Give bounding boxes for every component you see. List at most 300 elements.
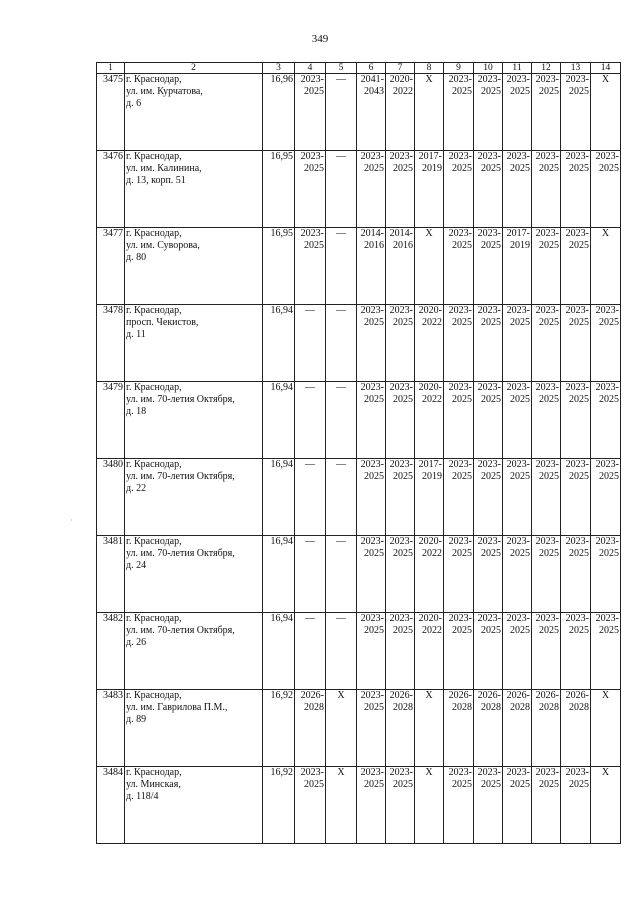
column-number-row: [97, 63, 621, 74]
address-line: д. 80: [126, 252, 147, 263]
period-text: 2025: [539, 625, 559, 636]
period-text: 2023-: [477, 459, 501, 470]
column-number: 7: [386, 63, 415, 74]
period-text: 2025: [304, 779, 324, 790]
period-text: 2023-: [448, 767, 472, 778]
period-text: 2025: [599, 471, 619, 482]
address-cell: [125, 536, 263, 613]
period-text: 2023-: [448, 536, 472, 547]
period-text: 2025: [393, 548, 413, 559]
column-number: 11: [503, 63, 532, 74]
period-text: 2025: [569, 779, 589, 790]
period-text: 2023-: [300, 228, 324, 239]
period-cell: [444, 767, 474, 844]
period-cell: [386, 151, 415, 228]
period-cell: [591, 228, 621, 305]
column-number: 13: [561, 63, 591, 74]
period-cell: [444, 151, 474, 228]
period-text: 2025: [539, 779, 559, 790]
period-text: 2023-: [506, 74, 530, 85]
row-number: 3484: [97, 767, 125, 844]
period-cell: [444, 536, 474, 613]
period-text: 2023-: [506, 459, 530, 470]
period-text: 2023-: [389, 151, 413, 162]
period-text: 2023-: [360, 613, 384, 624]
period-text: 2019: [422, 471, 442, 482]
period-text: 2023-: [535, 151, 559, 162]
period-text: 2025: [364, 394, 384, 405]
period-cell: [444, 690, 474, 767]
period-text: 2026-: [477, 690, 501, 701]
period-cell: [561, 305, 591, 382]
period-cell: [415, 690, 444, 767]
table-row: [97, 767, 621, 844]
period-cell: [444, 305, 474, 382]
address-line: г. Краснодар,: [126, 228, 182, 239]
period-text: 2025: [481, 471, 501, 482]
period-text: 2023-: [535, 305, 559, 316]
column-number: 3: [263, 63, 295, 74]
address-line: ул. им. 70-летия Октября,: [126, 625, 235, 636]
period-text: 2025: [599, 394, 619, 405]
period-cell: [386, 74, 415, 151]
area-value: 16,92: [263, 767, 295, 844]
address-cell: [125, 228, 263, 305]
period-text: 2025: [539, 394, 559, 405]
column-number: 12: [532, 63, 561, 74]
period-cell: [386, 536, 415, 613]
period-cell: [474, 690, 503, 767]
period-text: 2025: [364, 317, 384, 328]
period-cell: [415, 536, 444, 613]
period-text: 2023-: [477, 382, 501, 393]
period-cell: [503, 459, 532, 536]
period-cell: [386, 305, 415, 382]
period-cell: [415, 305, 444, 382]
period-text: 2025: [599, 548, 619, 559]
period-cell: [474, 767, 503, 844]
address-line: д. 24: [126, 560, 147, 571]
period-text: 2023-: [565, 382, 589, 393]
row-number: 3478: [97, 305, 125, 382]
address-line: г. Краснодар,: [126, 151, 182, 162]
period-text: 2043: [364, 86, 384, 97]
period-text: 2023-: [595, 305, 619, 316]
period-cell: [591, 690, 621, 767]
period-text: 2025: [393, 625, 413, 636]
period-text: 2017-: [418, 151, 442, 162]
period-cell: [532, 74, 561, 151]
period-text: 2025: [393, 471, 413, 482]
period-text: X: [601, 74, 610, 85]
period-cell: [474, 536, 503, 613]
period-text: 2025: [304, 240, 324, 251]
period-cell: [295, 74, 326, 151]
period-cell: [295, 228, 326, 305]
period-cell: [357, 74, 386, 151]
period-text: 2023-: [477, 767, 501, 778]
column-number: 5: [326, 63, 357, 74]
period-cell: [415, 382, 444, 459]
page-number: 349: [311, 33, 329, 45]
row-number: 3479: [97, 382, 125, 459]
period-text: 2025: [364, 471, 384, 482]
period-text: 2023-: [565, 459, 589, 470]
period-text: 2023-: [300, 151, 324, 162]
period-cell: [474, 151, 503, 228]
period-text: 2020-: [389, 74, 413, 85]
table-row: [97, 228, 621, 305]
period-text: 2023-: [506, 536, 530, 547]
period-cell: [503, 305, 532, 382]
period-text: 2023-: [535, 613, 559, 624]
period-text: 2023-: [360, 767, 384, 778]
period-text: 2025: [510, 163, 530, 174]
period-text: 2025: [393, 779, 413, 790]
table-row: [97, 305, 621, 382]
period-text: 2023-: [535, 74, 559, 85]
period-text: 2023-: [477, 228, 501, 239]
period-text: 2023-: [360, 459, 384, 470]
column-number: 1: [97, 63, 125, 74]
period-text: X: [425, 228, 433, 239]
row-number: 3475: [97, 74, 125, 151]
period-cell: [561, 228, 591, 305]
address-line: г. Краснодар,: [126, 74, 182, 85]
period-cell: [532, 459, 561, 536]
column-number: 4: [295, 63, 326, 74]
period-text: 2028: [510, 702, 530, 713]
period-text: 2023-: [448, 74, 472, 85]
period-text: 2028: [481, 702, 501, 713]
address-line: д. 22: [126, 483, 147, 494]
table-row: [97, 74, 621, 151]
period-cell: [326, 613, 357, 690]
period-text: 2022: [393, 86, 413, 97]
period-cell: [503, 536, 532, 613]
period-text: 2025: [539, 86, 559, 97]
period-text: 2023-: [477, 74, 501, 85]
period-text: 2025: [393, 163, 413, 174]
period-cell: [415, 151, 444, 228]
column-number: 9: [444, 63, 474, 74]
period-text: 2023-: [389, 382, 413, 393]
period-text: 2023-: [565, 767, 589, 778]
row-number: 3480: [97, 459, 125, 536]
period-cell: [357, 690, 386, 767]
table-row: [97, 536, 621, 613]
period-text: 2023-: [565, 228, 589, 239]
period-cell: [591, 767, 621, 844]
period-text: 2025: [599, 625, 619, 636]
period-text: —: [336, 613, 346, 624]
period-cell: [561, 74, 591, 151]
period-text: 2023-: [477, 305, 501, 316]
period-text: 2023-: [389, 536, 413, 547]
period-cell: [386, 382, 415, 459]
period-text: 2025: [452, 317, 472, 328]
period-text: 2022: [422, 317, 442, 328]
period-text: 2025: [569, 86, 589, 97]
period-text: X: [337, 767, 345, 778]
period-cell: [326, 767, 357, 844]
period-cell: [532, 690, 561, 767]
period-text: 2025: [481, 548, 501, 559]
period-text: 2026-: [506, 690, 530, 701]
period-text: 2025: [481, 240, 501, 251]
period-cell: [444, 613, 474, 690]
period-text: X: [425, 767, 433, 778]
period-text: 2023-: [360, 151, 384, 162]
period-cell: [474, 382, 503, 459]
period-cell: [357, 613, 386, 690]
period-cell: [295, 536, 326, 613]
period-text: 2023-: [595, 613, 619, 624]
period-cell: [295, 305, 326, 382]
area-value: 16,94: [263, 536, 295, 613]
address-line: г. Краснодар,: [126, 382, 182, 393]
address-cell: [125, 613, 263, 690]
period-cell: [532, 228, 561, 305]
period-cell: [326, 690, 357, 767]
period-cell: [474, 305, 503, 382]
period-text: 2023-: [389, 459, 413, 470]
period-text: 2025: [569, 394, 589, 405]
address-line: г. Краснодар,: [126, 536, 182, 547]
area-value: 16,94: [263, 382, 295, 459]
row-number: 3482: [97, 613, 125, 690]
period-text: 2025: [452, 779, 472, 790]
period-text: 2026-: [300, 690, 324, 701]
period-text: 2025: [569, 471, 589, 482]
period-text: X: [601, 690, 610, 701]
address-cell: [125, 74, 263, 151]
address-line: д. 26: [126, 637, 147, 648]
period-cell: [386, 459, 415, 536]
period-text: 2041-: [360, 74, 384, 85]
period-text: 2025: [569, 548, 589, 559]
period-text: 2025: [481, 317, 501, 328]
period-cell: [415, 228, 444, 305]
period-text: 2023-: [300, 74, 324, 85]
register-table: [96, 62, 621, 844]
address-cell: [125, 305, 263, 382]
period-text: 2023-: [389, 613, 413, 624]
period-text: 2014-: [389, 228, 413, 239]
period-cell: [326, 382, 357, 459]
period-text: 2025: [304, 163, 324, 174]
address-line: г. Краснодар,: [126, 459, 182, 470]
period-cell: [561, 382, 591, 459]
period-text: 2017-: [506, 228, 530, 239]
period-text: 2026-: [535, 690, 559, 701]
period-text: 2023-: [448, 305, 472, 316]
period-text: 2028: [452, 702, 472, 713]
period-cell: [357, 151, 386, 228]
period-text: —: [305, 613, 315, 624]
period-cell: [295, 151, 326, 228]
address-line: г. Краснодар,: [126, 305, 182, 316]
period-text: 2025: [481, 394, 501, 405]
period-text: 2020-: [418, 536, 442, 547]
column-number: 8: [415, 63, 444, 74]
period-cell: [561, 151, 591, 228]
period-text: X: [425, 74, 433, 85]
period-text: 2023-: [360, 305, 384, 316]
period-text: 2025: [510, 317, 530, 328]
period-cell: [415, 74, 444, 151]
address-line: ул. им. 70-летия Октября,: [126, 548, 235, 559]
period-cell: [503, 228, 532, 305]
address-cell: [125, 690, 263, 767]
period-text: X: [425, 690, 433, 701]
period-cell: [295, 767, 326, 844]
period-text: X: [337, 690, 345, 701]
period-text: 2023-: [565, 536, 589, 547]
period-text: —: [336, 382, 346, 393]
address-line: д. 118/4: [126, 791, 159, 802]
area-value: 16,94: [263, 459, 295, 536]
period-cell: [386, 613, 415, 690]
column-number: 2: [125, 63, 263, 74]
period-text: 2025: [481, 86, 501, 97]
period-text: 2020-: [418, 613, 442, 624]
period-cell: [474, 228, 503, 305]
period-text: 2023-: [595, 382, 619, 393]
period-text: 2025: [569, 240, 589, 251]
table-row: [97, 151, 621, 228]
period-text: 2023-: [360, 690, 384, 701]
table-row: [97, 613, 621, 690]
area-value: 16,92: [263, 690, 295, 767]
period-text: 2022: [422, 548, 442, 559]
period-cell: [444, 228, 474, 305]
period-cell: [386, 767, 415, 844]
period-cell: [357, 228, 386, 305]
period-cell: [357, 305, 386, 382]
address-cell: [125, 382, 263, 459]
period-text: 2025: [364, 163, 384, 174]
period-text: 2028: [304, 702, 324, 713]
address-line: ул. им. 70-летия Октября,: [126, 471, 235, 482]
period-text: 2025: [539, 548, 559, 559]
period-cell: [532, 382, 561, 459]
period-text: 2025: [510, 86, 530, 97]
period-text: 2025: [539, 163, 559, 174]
period-text: 2020-: [418, 382, 442, 393]
period-text: 2023-: [360, 382, 384, 393]
period-cell: [326, 228, 357, 305]
period-cell: [415, 459, 444, 536]
address-line: д. 13, корп. 51: [126, 175, 186, 186]
period-text: 2016: [364, 240, 384, 251]
period-text: 2023-: [506, 613, 530, 624]
period-text: 2019: [510, 240, 530, 251]
period-text: 2025: [539, 317, 559, 328]
period-cell: [474, 459, 503, 536]
period-text: 2023-: [389, 305, 413, 316]
period-text: 2026-: [389, 690, 413, 701]
period-text: 2025: [481, 163, 501, 174]
period-text: 2025: [364, 779, 384, 790]
period-text: 2023-: [595, 151, 619, 162]
period-text: 2023-: [477, 613, 501, 624]
period-text: 2025: [481, 625, 501, 636]
period-text: 2023-: [506, 767, 530, 778]
period-text: 2025: [510, 548, 530, 559]
period-text: 2023-: [389, 767, 413, 778]
period-cell: [357, 767, 386, 844]
period-cell: [444, 74, 474, 151]
period-cell: [326, 459, 357, 536]
period-cell: [444, 459, 474, 536]
period-text: 2023-: [477, 151, 501, 162]
period-text: 2025: [510, 779, 530, 790]
address-line: д. 11: [126, 329, 146, 340]
period-text: 2025: [393, 317, 413, 328]
period-cell: [503, 151, 532, 228]
period-text: 2014-: [360, 228, 384, 239]
period-text: 2025: [510, 394, 530, 405]
period-text: 2025: [481, 779, 501, 790]
period-text: 2023-: [506, 151, 530, 162]
period-text: X: [601, 767, 610, 778]
address-line: д. 6: [126, 98, 142, 109]
period-text: 2023-: [595, 536, 619, 547]
period-text: —: [305, 459, 315, 470]
period-text: 2023-: [535, 228, 559, 239]
period-text: 2022: [422, 625, 442, 636]
period-text: 2028: [539, 702, 559, 713]
period-text: 2023-: [448, 459, 472, 470]
period-text: 2023-: [565, 305, 589, 316]
period-cell: [532, 305, 561, 382]
period-cell: [295, 613, 326, 690]
table-row: [97, 459, 621, 536]
period-cell: [474, 74, 503, 151]
period-text: 2025: [569, 625, 589, 636]
row-number: 3481: [97, 536, 125, 613]
period-text: —: [305, 536, 315, 547]
period-cell: [326, 151, 357, 228]
period-text: 2023-: [477, 536, 501, 547]
period-text: —: [305, 305, 315, 316]
address-line: ул. им. Суворова,: [126, 240, 200, 251]
period-text: 2023-: [565, 613, 589, 624]
period-text: 2025: [364, 625, 384, 636]
period-text: 2026-: [448, 690, 472, 701]
address-cell: [125, 767, 263, 844]
period-cell: [591, 305, 621, 382]
address-line: просп. Чекистов,: [126, 317, 199, 328]
margin-mark: ·: [70, 516, 73, 525]
period-text: 2025: [569, 317, 589, 328]
period-text: 2023-: [535, 382, 559, 393]
table-row: [97, 382, 621, 459]
table-row: [97, 690, 621, 767]
period-text: 2023-: [565, 151, 589, 162]
period-text: 2025: [539, 240, 559, 251]
period-text: 2025: [393, 394, 413, 405]
row-number: 3476: [97, 151, 125, 228]
period-cell: [295, 382, 326, 459]
address-line: ул. им. Курчатова,: [126, 86, 203, 97]
period-cell: [444, 382, 474, 459]
period-cell: [503, 382, 532, 459]
period-cell: [357, 536, 386, 613]
period-cell: [591, 536, 621, 613]
address-line: ул. им. Гаврилова П.М.,: [126, 702, 228, 713]
